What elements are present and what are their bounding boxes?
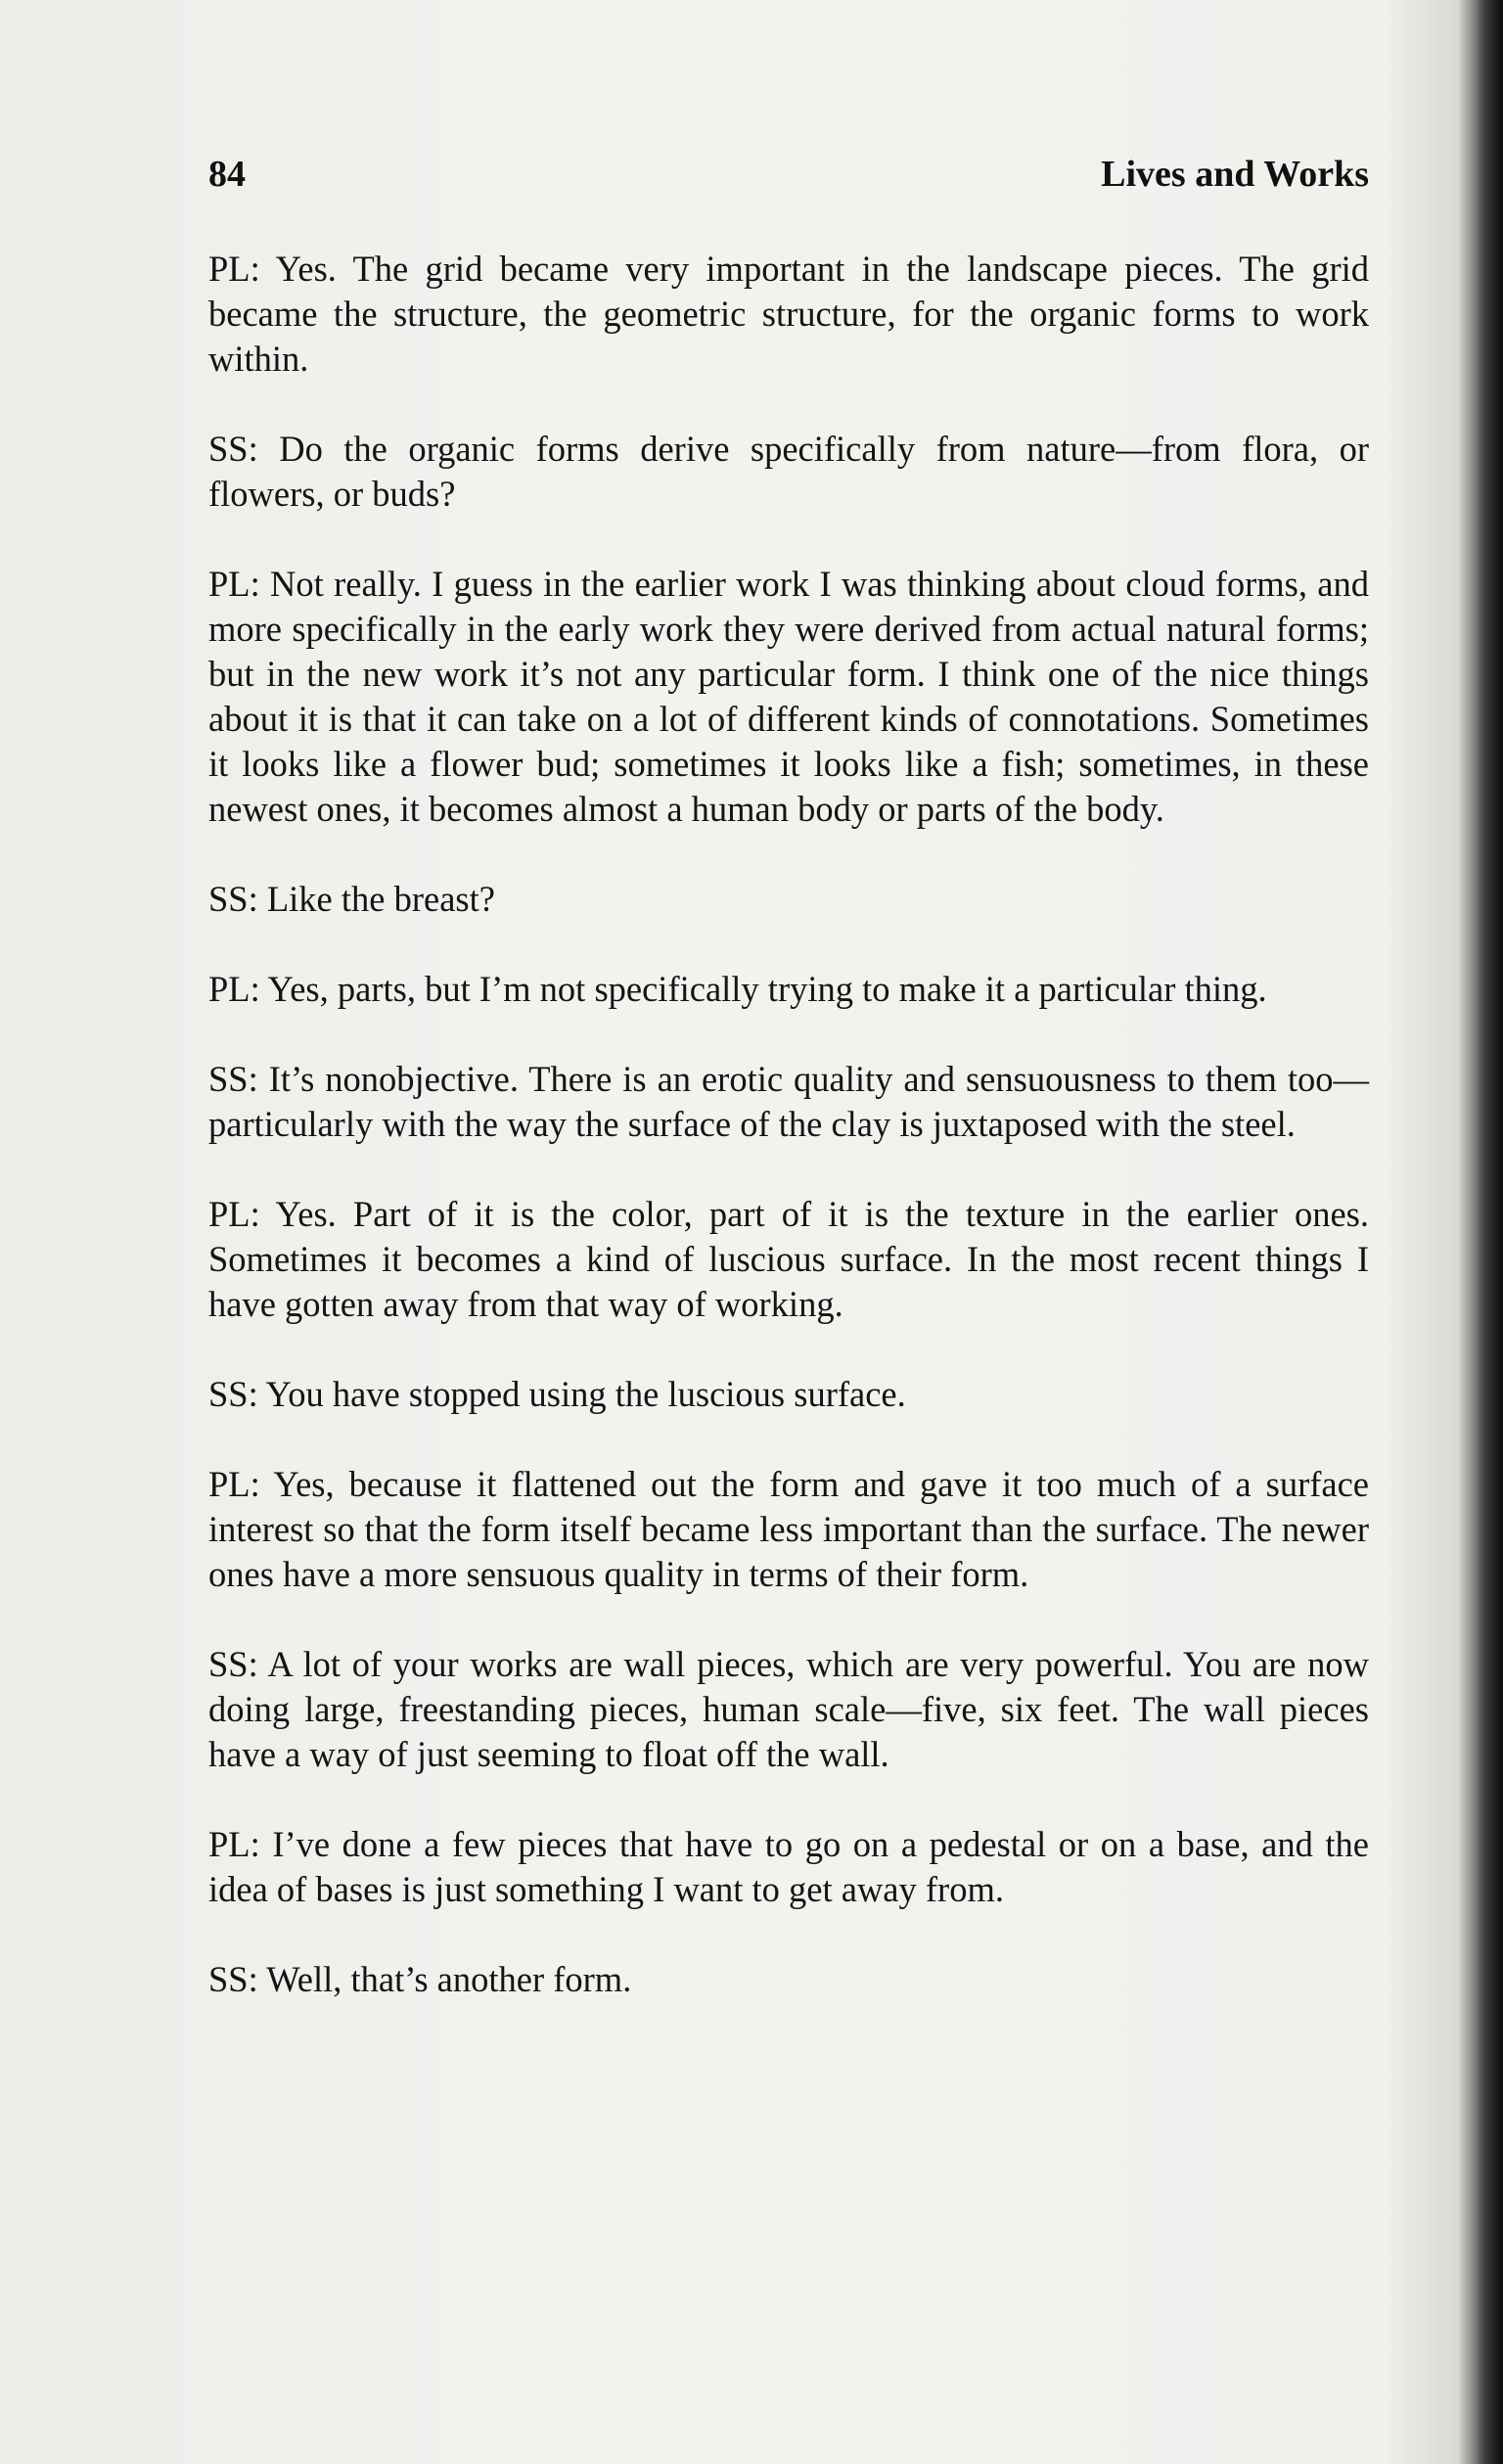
speaker-label: PL:	[208, 969, 260, 1009]
running-head: Lives and Works	[1101, 154, 1369, 195]
speaker-label: PL:	[208, 1194, 260, 1234]
dialogue-text: Not really. I guess in the earlier work I was thinking about cloud forms, and more specifically in the early work they were derived from actual natural forms; but in the new work it’s not any particular form. I think one of the nice things about it is that it can take on a lot of different kinds of connotations. Sometimes it looks like a flower bud; sometimes it looks like a fish; sometimes, in these newest ones, it becomes almost a human body or parts of the body.	[208, 564, 1369, 829]
dialogue-text: Yes, because it flattened out the form and gave it too much of a surface interest so that the form itself became less important than the surface. The newer ones have a more sensuous quality in terms of their form.	[208, 1464, 1369, 1594]
dialogue-paragraph	[208, 1822, 1369, 1912]
dialogue-text: It’s nonobjective. There is an erotic quality and sensuousness to them too—particularly with the way the surface of the clay is juxtaposed with the steel.	[208, 1059, 1370, 1144]
dialogue-paragraph	[208, 1642, 1369, 1777]
speaker-label: PL:	[208, 1464, 260, 1504]
dialogue-text: You have stopped using the luscious surface.	[265, 1374, 906, 1414]
speaker-label: SS:	[208, 1374, 258, 1414]
speaker-label: PL:	[208, 249, 260, 289]
page-header	[208, 147, 1369, 205]
dialogue-paragraph	[208, 1057, 1369, 1147]
dialogue-text: Well, that’s another form.	[266, 1959, 632, 1999]
speaker-label: SS:	[208, 1644, 258, 1684]
dialogue-paragraph	[208, 247, 1369, 382]
dialogue-paragraph	[208, 1192, 1369, 1327]
dialogue-paragraph	[208, 1957, 1369, 2002]
speaker-label: PL:	[208, 564, 260, 604]
speaker-label: PL:	[208, 1824, 260, 1864]
interview-text	[208, 247, 1369, 2047]
speaker-label: SS:	[208, 1059, 258, 1099]
dialogue-text: I’ve done a few pieces that have to go on a pedestal or on a base, and the idea of bases is just something I want to get away from.	[208, 1824, 1370, 1909]
dialogue-text: Do the organic forms derive specifically from nature—from flora, or flowers, or buds?	[208, 429, 1370, 514]
spine-shadow	[1476, 0, 1503, 2464]
speaker-label: SS:	[208, 879, 258, 919]
dialogue-paragraph	[208, 562, 1369, 832]
dialogue-paragraph	[208, 427, 1369, 517]
dialogue-paragraph	[208, 1462, 1369, 1597]
page-number: 84	[208, 154, 246, 195]
speaker-label: SS:	[208, 429, 258, 469]
dialogue-paragraph	[208, 877, 1369, 922]
speaker-label: SS:	[208, 1959, 258, 1999]
dialogue-text: Like the breast?	[266, 879, 495, 919]
dialogue-text: Yes. Part of it is the color, part of it is the texture in the earlier ones. Sometimes it becomes a kind of luscious surface. In the most recent things I have gotten away from that way of working.	[208, 1194, 1369, 1324]
dialogue-text: A lot of your works are wall pieces, which are very powerful. You are now doing large, freestanding pieces, human scale—five, six feet. The wall pieces have a way of just seeming to float off the wall.	[208, 1644, 1369, 1774]
dialogue-text: Yes, parts, but I’m not specifically trying to make it a particular thing.	[267, 969, 1267, 1009]
dialogue-paragraph	[208, 967, 1369, 1012]
dialogue-text: Yes. The grid became very important in the landscape pieces. The grid became the structure, the geometric structure, for the organic forms to work within.	[208, 249, 1369, 379]
dialogue-paragraph	[208, 1372, 1369, 1417]
